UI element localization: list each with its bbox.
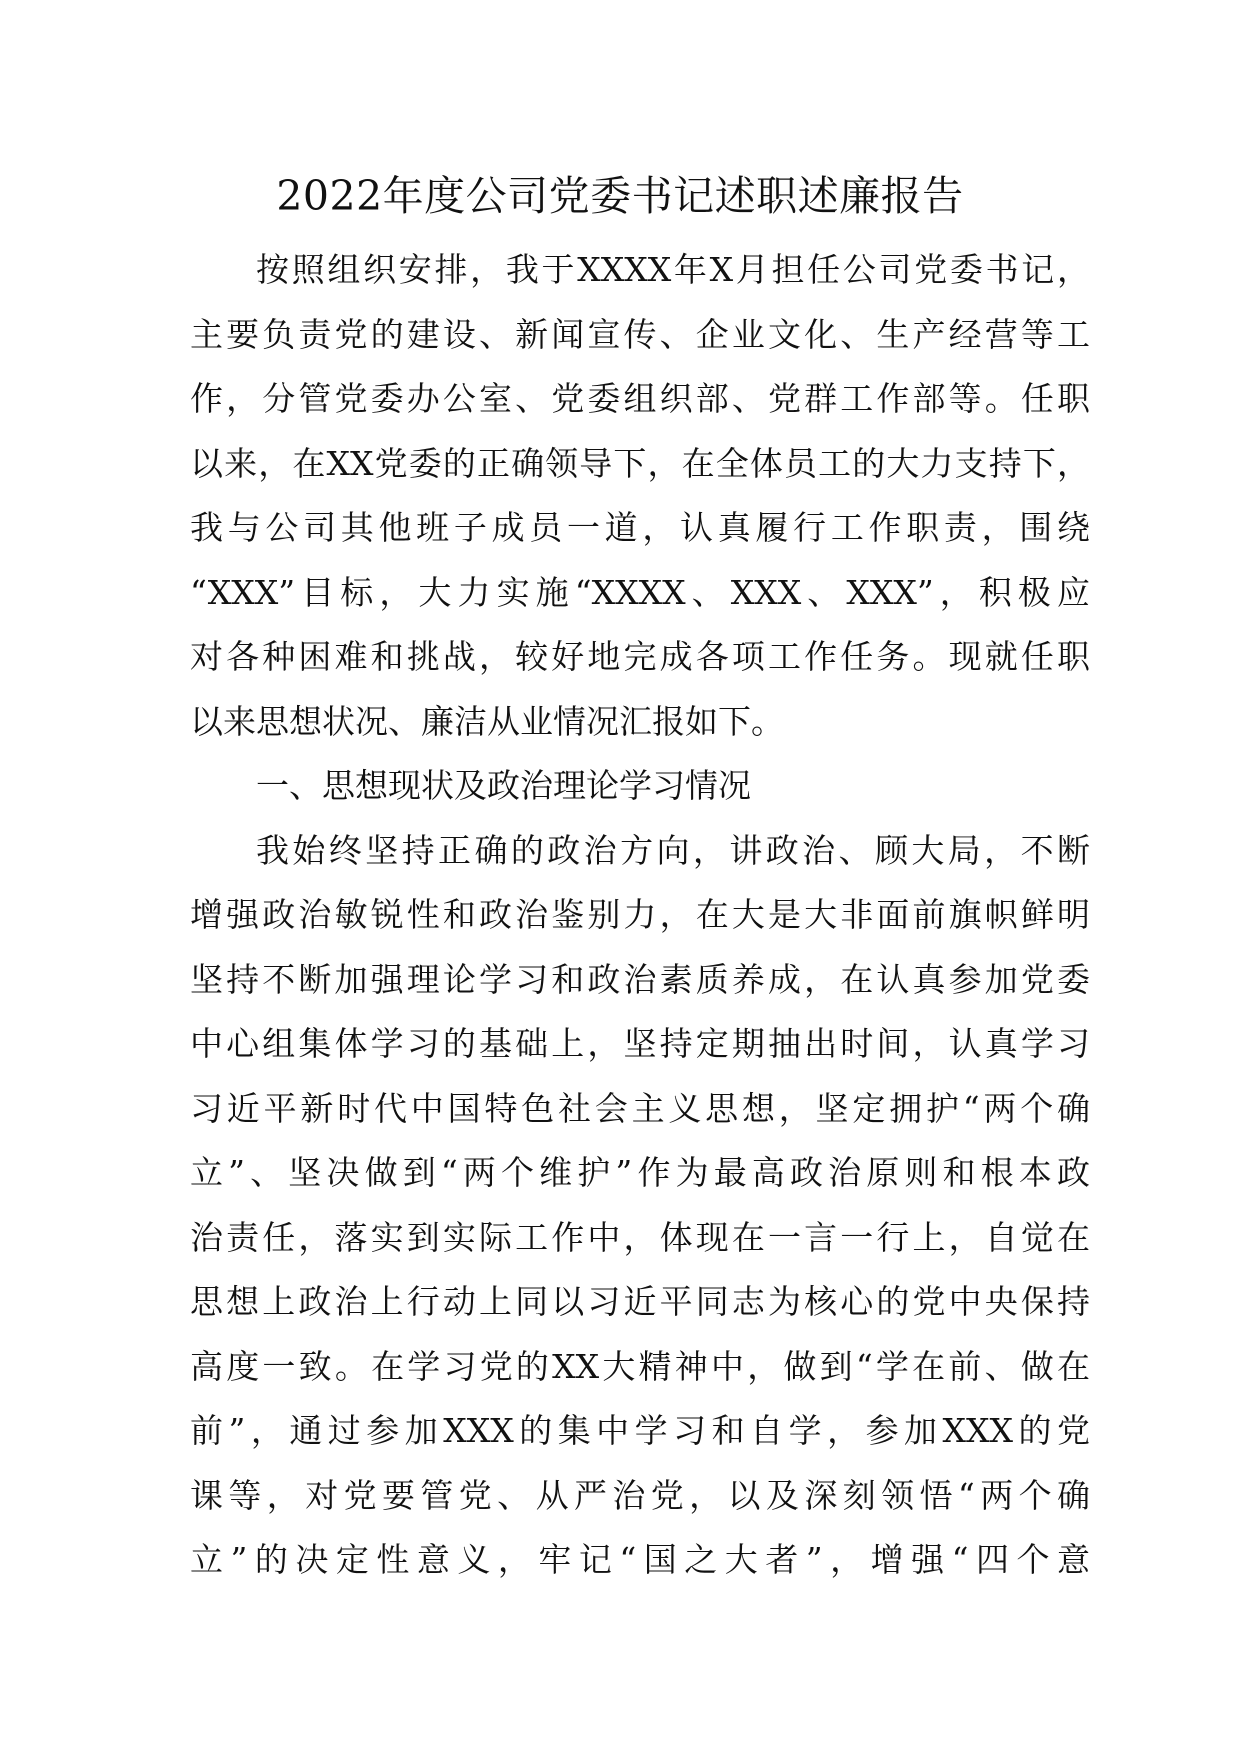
paragraph-line: 增强政治敏锐性和政治鉴别力，在大是大非面前旗帜鲜明 — [190, 895, 1090, 934]
paragraph-line: 坚持不断加强理论学习和政治素质养成，在认真参加党委 — [190, 959, 1090, 999]
paragraph-line: 高度一致。在学习党的XX大精神中，做到“学在前、做在 — [190, 1346, 1090, 1386]
paragraph-line: “XXX”目标，大力实施“XXXX、XXX、XXX”，积极应 — [190, 572, 1090, 612]
paragraph-line: 前”，通过参加XXX的集中学习和自学，参加XXX的党 — [190, 1411, 1090, 1450]
paragraph-line: 主要负责党的建设、新闻宣传、企业文化、生产经营等工 — [190, 314, 1090, 354]
paragraph-line: 以来思想状况、廉洁从业情况汇报如下。 — [190, 701, 784, 741]
paragraph-line: 思想上政治上行动上同以习近平同志为核心的党中央保持 — [190, 1282, 1090, 1321]
paragraph-1 — [190, 238, 1090, 754]
paragraph-line: 我与公司其他班子成员一道，认真履行工作职责，围绕 — [190, 508, 1090, 547]
document-body — [190, 238, 1090, 1593]
section-heading: 一、思想现状及政治理论学习情况 — [256, 766, 751, 805]
document-title: 2022年度公司党委书记述职述廉报告 — [276, 172, 964, 220]
paragraph-line: 习近平新时代中国特色社会主义思想，坚定拥护“两个确 — [190, 1088, 1090, 1128]
paragraph-line: 按照组织安排，我于XXXX年X月担任公司党委书记， — [256, 250, 1090, 289]
paragraph-line: 中心组集体学习的基础上，坚持定期抽出时间，认真学习 — [190, 1024, 1090, 1063]
paragraph-line: 作，分管党委办公室、党委组织部、党群工作部等。任职 — [190, 379, 1090, 418]
paragraph-2 — [190, 819, 1090, 1593]
paragraph-line: 立”的决定性意义，牢记“国之大者”，增强“四个意 — [190, 1540, 1090, 1579]
paragraph-line: 对各种困难和挑战，较好地完成各项工作任务。现就任职 — [190, 637, 1090, 676]
paragraph-line: 立”、坚决做到“两个维护”作为最高政治原则和根本政 — [190, 1153, 1090, 1192]
paragraph-line: 课等，对党要管党、从严治党，以及深刻领悟“两个确 — [190, 1475, 1090, 1515]
paragraph-line: 以来，在XX党委的正确领导下，在全体员工的大力支持下， — [190, 443, 1090, 483]
paragraph-line: 我始终坚持正确的政治方向，讲政治、顾大局，不断 — [256, 830, 1090, 870]
paragraph-line: 治责任，落实到实际工作中，体现在一言一行上，自觉在 — [190, 1217, 1090, 1257]
